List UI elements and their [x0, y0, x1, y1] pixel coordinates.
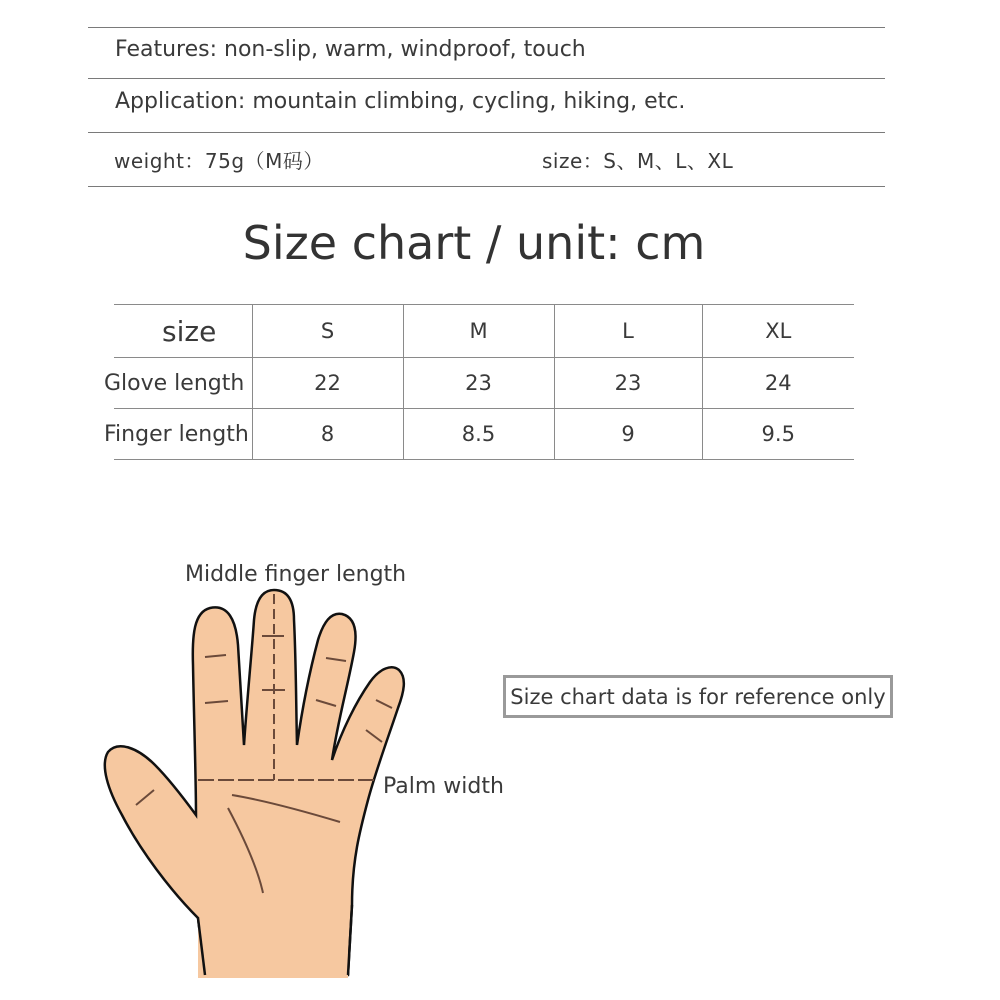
palm-width-label: Palm width: [383, 774, 504, 799]
weight-text: weight：75g（M码）: [114, 149, 324, 173]
table-cell: 23: [403, 358, 554, 409]
table-cell: 8: [252, 409, 403, 460]
size-column-m: M: [403, 305, 554, 358]
finger-length-label: Finger length: [104, 421, 249, 447]
hand-outline: [105, 590, 404, 975]
size-column-xl: XL: [702, 305, 854, 358]
size-column-l: L: [554, 305, 702, 358]
table-cell: 9.5: [702, 409, 854, 460]
hand-illustration: [105, 590, 404, 978]
glove-length-label: Glove length: [104, 370, 245, 396]
size-header-label: size: [114, 305, 252, 358]
table-cell: 8.5: [403, 409, 554, 460]
wrist: [198, 918, 348, 978]
application-text: Application: mountain climbing, cycling, hiking, etc.: [115, 89, 686, 114]
size-column-s: S: [252, 305, 403, 358]
table-cell: 23: [554, 358, 702, 409]
table-cell: 24: [702, 358, 854, 409]
reference-note: [503, 675, 893, 718]
reference-note-text: Size chart data is for reference only: [510, 684, 886, 709]
middle-finger-length-label: Middle finger length: [185, 562, 407, 587]
table-cell: 22: [252, 358, 403, 409]
size-chart-title: Size chart / unit: cm: [242, 216, 706, 270]
size-options-text: size：S、M、L、XL: [542, 149, 734, 173]
table-cell: 9: [554, 409, 702, 460]
features-text: Features: non-slip, warm, windproof, touch: [115, 37, 586, 62]
